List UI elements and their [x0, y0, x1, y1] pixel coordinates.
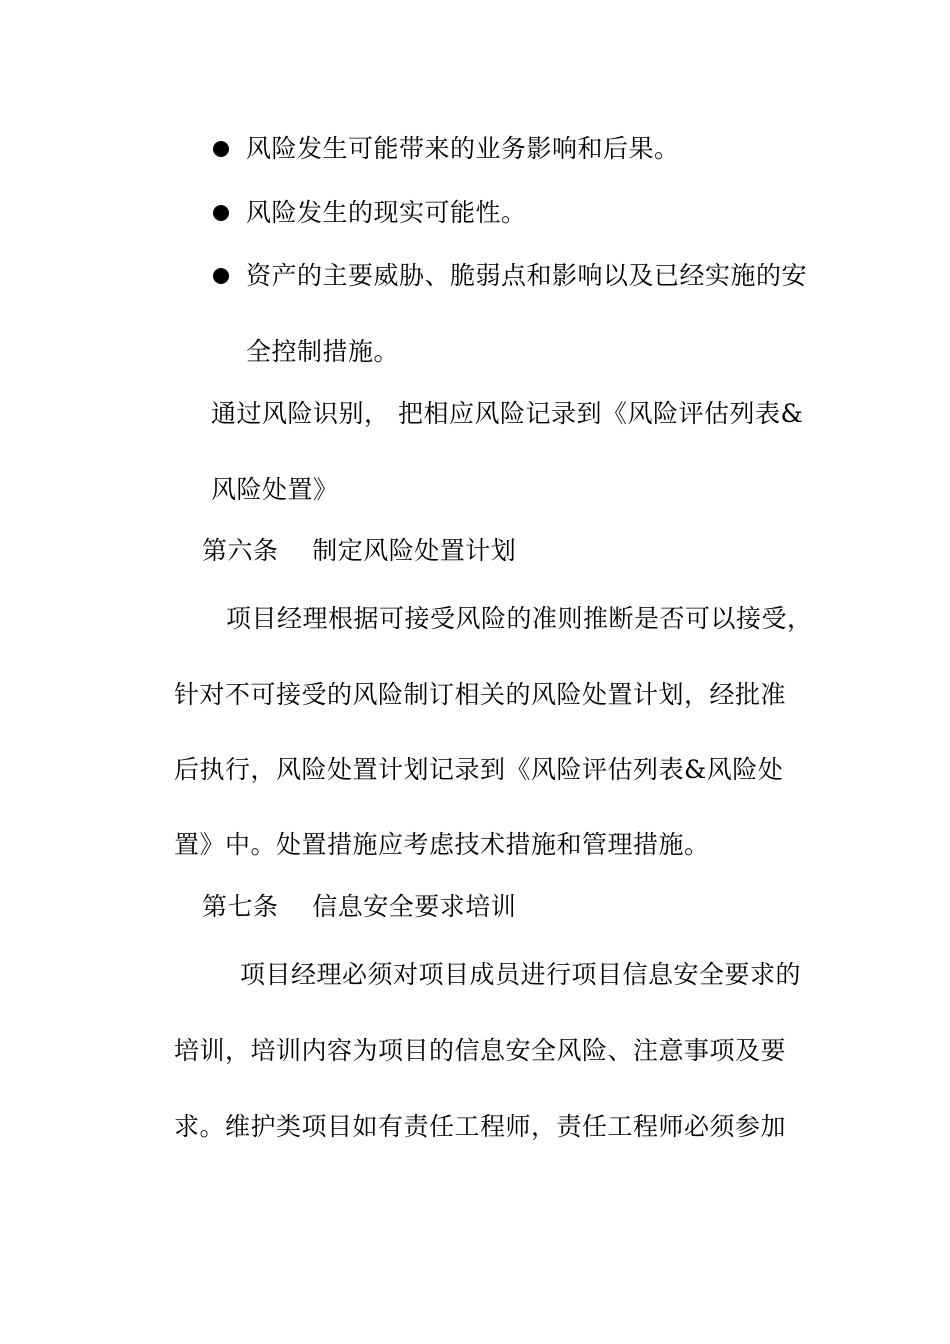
paragraph-line: 项目经理必须对项目成员进行项目信息安全要求的 — [240, 960, 802, 989]
bullet-item-3-text-line-1: 资产的主要威胁、脆弱点和影响以及已经实施的安 — [246, 261, 808, 290]
paragraph-line: 求。维护类项目如有责任工程师，责任工程师必须参加 — [174, 1112, 787, 1141]
paragraph-line: 通过风险识别， 把相应风险记录到《风险评估列表& — [211, 399, 804, 428]
paragraph-line: 置》中。处置措施应考虑技术措施和管理措施。 — [174, 830, 710, 859]
paragraph-line: 项目经理根据可接受风险的准则推断是否可以接受， — [226, 604, 813, 633]
paragraph-line: 风险处置》 — [211, 475, 339, 504]
article-6-heading: 第六条 制定风险处置计划 — [202, 536, 517, 565]
bullet-item-1-text: 风险发生可能带来的业务影响和后果。 — [246, 134, 680, 163]
paragraph-line: 针对不可接受的风险制订相关的风险处置计划，经批准 — [174, 680, 787, 709]
bullet-item-2-text: 风险发生的现实可能性。 — [246, 198, 527, 227]
paragraph-line: 培训，培训内容为项目的信息安全风险、注意事项及要 — [174, 1036, 787, 1065]
paragraph-line: 后执行，风险处置计划记录到《风险评估列表&风险处 — [174, 755, 784, 784]
bullet-item-3-text-line-2: 全控制措施。 — [246, 337, 400, 366]
bullet-dot-icon — [213, 141, 229, 157]
bullet-dot-icon — [213, 205, 229, 221]
bullet-dot-icon — [213, 268, 229, 284]
article-7-heading: 第七条 信息安全要求培训 — [202, 892, 517, 921]
